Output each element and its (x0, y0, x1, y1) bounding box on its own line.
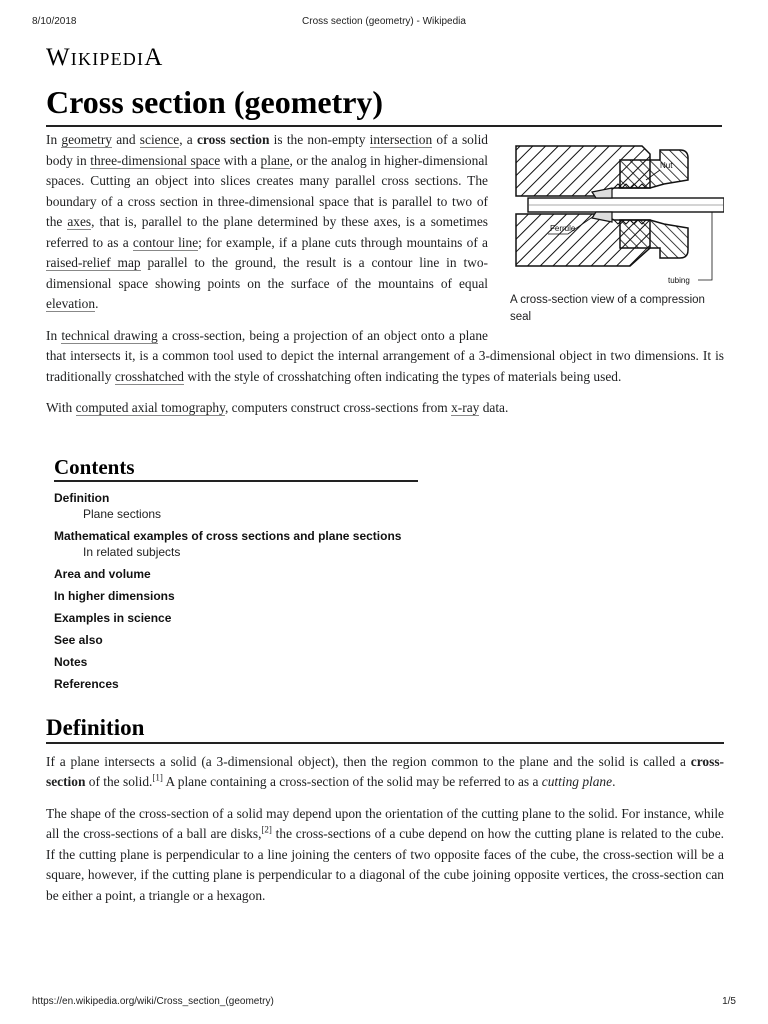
toc-item-examples-in-science[interactable]: Examples in science (54, 611, 172, 625)
print-url: https://en.wikipedia.org/wiki/Cross_section_(geometry) (32, 996, 274, 1007)
print-page-number: 1/5 (722, 996, 736, 1007)
article-body (46, 130, 724, 917)
label-tubing: tubing (668, 276, 690, 285)
link-elevation[interactable]: elevation (46, 296, 96, 311)
link-axes[interactable]: axes (67, 214, 92, 229)
link-intersection[interactable]: intersection (369, 132, 433, 147)
print-header (32, 16, 736, 30)
compression-seal-diagram[interactable] (510, 130, 724, 290)
print-footer (32, 996, 736, 1010)
reference-1[interactable]: [1] (152, 772, 163, 783)
toc-item-area-and-volume[interactable]: Area and volume (54, 567, 151, 581)
definition-paragraph-1: If a plane intersects a solid (a 3-dimensional object), then the region common to the plane and the solid is called a cross-section of the solid.[1] A plane containing a cross-section of the solid may be referred to as a cutting plane. (46, 753, 724, 789)
link-technical-drawing[interactable]: technical drawing (61, 327, 158, 343)
toc-subitem-plane-sections[interactable]: Plane sections (83, 507, 162, 521)
link-geometry[interactable]: geometry (61, 132, 112, 147)
label-nut: Nut (660, 161, 673, 170)
figure-compression-seal (510, 130, 724, 326)
toc-item-notes[interactable]: Notes (54, 655, 88, 669)
link-raised-relief-map[interactable]: raised-relief map (46, 255, 141, 270)
link-contour-line[interactable]: contour line (132, 234, 199, 250)
intro-paragraph-3: With computed axial tomography, computers construct cross-sections from x-ray data. (46, 400, 509, 415)
intro-paragraph-1: In geometry and science, a cross section is the non-empty intersection of a solid body in three-dimensional space with a plane, or the analog in higher-dimensional spaces. Cutting an object into slices creates many parallel cross sections. The boundary of a cross section in three-dimensional space that is parallel to two of the axes, that is, parallel to the plane determined by these axes, is a sometimes referred to as a contour line; for example, if a plane cuts through mountains of a raised-relief map parallel to the ground, the result is a contour line in two-dimensional space showing points on the surface of the mountains of equal elevation. (46, 132, 488, 311)
toc-title: Contents (54, 457, 418, 483)
link-computed-axial-tomography[interactable]: computed axial tomography (75, 400, 225, 415)
toc-item-references[interactable]: References (54, 677, 119, 691)
toc-item-in-higher-dimensions[interactable]: In higher dimensions (54, 589, 175, 603)
toc-item-see-also[interactable]: See also (54, 633, 103, 647)
term-cross-section: cross section (196, 132, 270, 147)
figure-caption: A cross-section view of a compression seal (510, 294, 705, 323)
definition-paragraph-2: The shape of the cross-section of a solid may depend upon the orientation of the cutting plane to the solid. For instance, while all the cross-sections of a ball are disks,[2] the cross-sections of a cube depend on how the cutting plane is related to the cube. If the cutting plane is perpendicular to a line joining the centers of two opposite faces of the cube, the cross-section will be a square, however, if the cutting plane is perpendicular to a diagonal of the cube joining opposite vertices, the cross-section can be either a point, a triangle or a hexagon. (46, 805, 725, 903)
link-science[interactable]: science (139, 132, 180, 147)
toc-item-definition[interactable]: Definition (54, 491, 110, 505)
section-heading-definition: Definition (46, 718, 724, 744)
toc-item-mathematical-examples[interactable]: Mathematical examples of cross sections and plane sections (54, 529, 402, 543)
link-x-ray[interactable]: x-ray (451, 400, 480, 415)
term-cutting-plane: cutting plane (541, 774, 613, 789)
link-crosshatched[interactable]: crosshatched (114, 368, 184, 384)
page-title: Cross section (geometry) (46, 84, 722, 127)
table-of-contents (54, 454, 418, 693)
link-plane[interactable]: plane (260, 152, 290, 168)
wikipedia-logo[interactable]: WIKIPEDIA (46, 44, 164, 71)
label-ferrule: Ferrule (550, 224, 576, 233)
toc-subitem-in-related-subjects[interactable]: In related subjects (83, 545, 181, 559)
print-page-title: Cross section (geometry) - Wikipedia (302, 16, 466, 27)
term-cross-section-bold: cross-section (46, 753, 724, 789)
print-date: 8/10/2018 (32, 16, 77, 27)
intro-paragraph-2: In technical drawing a cross-section, being a projection of an object onto a plane that intersects it, is a common tool used to depict the internal arrangement of a 3-dimensional object in two dimensions. It is traditionally crosshatched with the style of crosshatching often indicating the types of materials being used. (46, 327, 724, 384)
link-three-dimensional-space[interactable]: three-dimensional space (90, 152, 221, 168)
reference-2[interactable]: [2] (261, 824, 272, 835)
